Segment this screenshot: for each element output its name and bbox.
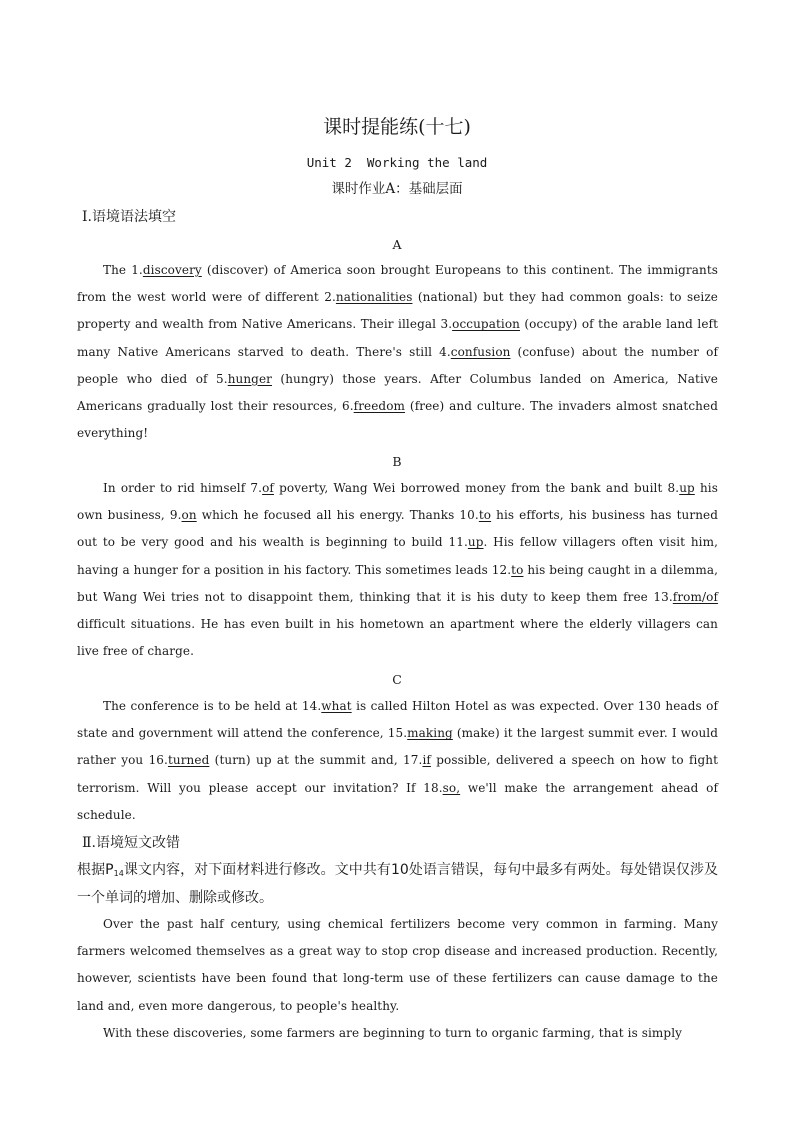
part-a-label: A xyxy=(392,237,402,252)
part-subtitle: 课时作业A：基础层面 xyxy=(331,181,463,197)
part-a-paragraph: The 1.discovery (discover) of America soon brought Europeans to this continent. The immigrants from the west world were of different 2.nationalities (national) but they had common goals: to seize property and wealth from Native Americans. Their illegal 3.occupation (occupy) of the arable land left many Native Americans starved to death. There's still 4.confusion (confuse) about the number of people who died of 5.hunger (hungry) those years. After Columbus landed on America, Native Americans gradually lost their resources, 6.freedom (free) and culture. The invaders almost snatched everything! xyxy=(77,263,719,441)
answer-4: confusion xyxy=(450,344,511,359)
error-correction-paragraph-1: Over the past half century, using chemical fertilizers become very common in farming. Many farmers welcomed themselves as a great way to stop crop disease and increased production. Recently, however, scientists have been found that long-term use of these fertilizers can cause damage to the land and, even more dangerous, to people's healthy. xyxy=(77,917,718,1013)
part-c-label: C xyxy=(392,672,402,687)
answer-2: nationalities xyxy=(335,290,413,305)
answer-17: if xyxy=(422,753,431,768)
section-2-heading: Ⅱ.语境短文改错 xyxy=(82,835,180,851)
answer-3: occupation xyxy=(452,317,520,332)
part-c-paragraph: The conference is to be held at 14.what is called Hilton Hotel as was expected. Over 130 heads of state and government will attend the conference, 15.making (make) it the largest summit ever. I would rather you 16.turned (turn) up at the summit and, 17.if possible, delivered a speech on how to fight terrorism. Will you please accept our invitation? If 18.so, we'll make the arrangement ahead of schedule. xyxy=(77,699,718,822)
part-b-label: B xyxy=(392,454,402,469)
answer-10: to xyxy=(478,508,492,523)
answer-5: hunger xyxy=(227,371,272,386)
answer-6: freedom xyxy=(353,399,406,414)
answer-14: what xyxy=(321,699,352,713)
answer-18: so, xyxy=(442,780,461,795)
unit-subtitle: Unit 2 Working the land xyxy=(306,155,488,170)
page-title: 课时提能练(十七) xyxy=(323,116,471,138)
answer-16: turned xyxy=(167,753,210,768)
answer-13: from/of xyxy=(672,589,718,604)
answer-9: on xyxy=(181,508,197,523)
answer-15: making xyxy=(407,726,453,741)
answer-12: to xyxy=(511,562,524,577)
answer-7: of xyxy=(262,481,274,495)
answer-11: up xyxy=(467,535,484,550)
answer-1: discovery xyxy=(142,263,202,277)
error-correction-paragraph-2: With these discoveries, some farmers are beginning to turn to organic farming, that is simply xyxy=(103,1026,683,1040)
section-1-heading: Ⅰ.语境语法填空 xyxy=(82,209,176,225)
section-2-instructions: 根据$P_{14}$课文内容，对下面材料进行修改。文中共有10处语言错误，每句中最多有两处。每处错误仅涉及一个单词的增加、删除或修改。 xyxy=(77,862,719,906)
answer-8: up xyxy=(679,481,695,495)
part-b-paragraph: In order to rid himself 7.of poverty, Wang Wei borrowed money from the bank and built 8.up his own business, 9.on which he focused all his energy. Thanks 10.to his efforts, his business has turned out to be very good and his wealth is beginning to build 11.up. His fellow villagers often visit him, having a hunger for a position in his factory. This sometimes leads 12.to his being caught in a dilemma, but Wang Wei tries not to disappoint them, thinking that it is his duty to keep them free 13.from/of difficult situations. He has even built in his hometown an apartment where the elderly villagers can live free of charge. xyxy=(77,481,719,659)
